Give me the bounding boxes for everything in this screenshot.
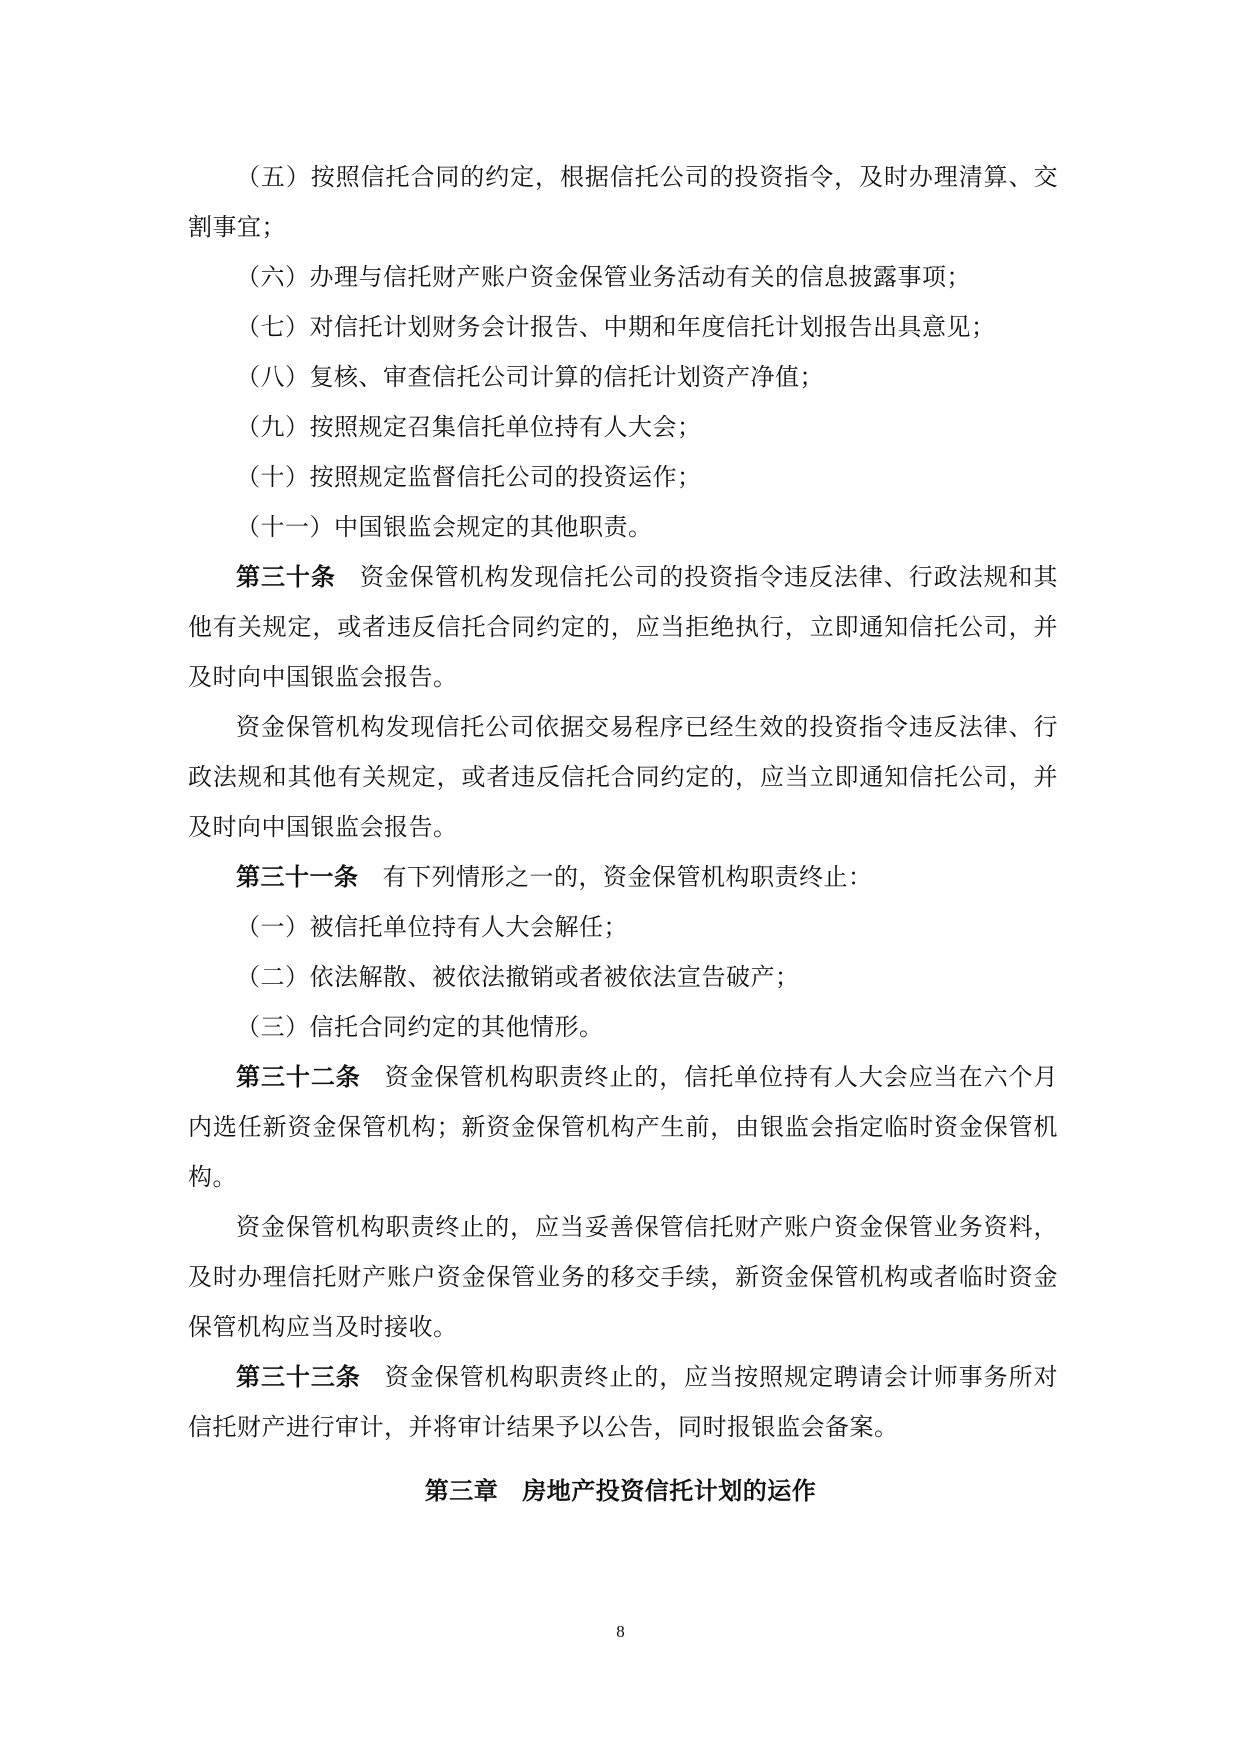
list-item-9: （九）按照规定召集信托单位持有人大会；	[236, 413, 702, 441]
list-item-6: （六）办理与信托财产账户资金保管业务活动有关的信息披露事项；	[236, 263, 971, 291]
article-31-item-2: （二）依法解散、被依法撤销或者被依法宣告破产；	[236, 963, 800, 991]
article-32	[188, 1052, 1058, 1202]
article-30-paragraph-2: 资金保管机构发现信托公司依据交易程序已经生效的投资指令违反法律、行政法规和其他有关规定，或者违反信托合同约定的，应当立即通知信托公司，并及时向中国银监会报告。	[188, 713, 1058, 841]
list-item-7: （七）对信托计划财务会计报告、中期和年度信托计划报告出具意见；	[236, 313, 996, 341]
article-31-label: 第三十一条	[236, 862, 359, 891]
chapter-heading	[0, 1471, 1241, 1511]
article-32-paragraph-2: 资金保管机构职责终止的，应当妥善保管信托财产账户资金保管业务资料，及时办理信托财产账户资金保管业务的移交手续，新资金保管机构或者临时资金保管机构应当及时接收。	[188, 1213, 1058, 1341]
article-33	[188, 1352, 1058, 1452]
article-32-text: 资金保管机构职责终止的，信托单位持有人大会应当在六个月内选任新资金保管机构；新资金保管机构产生前，由银监会指定临时资金保管机构。	[188, 1063, 1059, 1191]
article-33-text: 资金保管机构职责终止的，应当按照规定聘请会计师事务所对信托财产进行审计，并将审计结果予以公告，同时报银监会备案。	[188, 1363, 1059, 1441]
document-body	[188, 152, 1058, 1452]
article-31-text: 有下列情形之一的，资金保管机构职责终止：	[382, 863, 873, 891]
page-number: 8	[616, 1622, 625, 1641]
chapter-title: 房地产投资信托计划的运作	[522, 1476, 817, 1505]
article-31-item-3: （三）信托合同约定的其他情形。	[236, 1013, 604, 1041]
list-item-5: （五）按照信托合同的约定，根据信托公司的投资指令，及时办理清算、交割事宜；	[188, 163, 1058, 241]
chapter-number: 第三章	[424, 1476, 499, 1505]
article-33-label: 第三十三条	[236, 1362, 361, 1391]
list-item-8: （八）复核、审查信托公司计算的信托计划资产净值；	[236, 363, 824, 391]
article-31-item-1: （一）被信托单位持有人大会解任；	[236, 913, 628, 941]
article-30	[188, 552, 1058, 702]
list-item-11: （十一）中国银监会规定的其他职责。	[236, 513, 653, 541]
list-item-10: （十）按照规定监督信托公司的投资运作；	[236, 463, 702, 491]
article-30-text: 资金保管机构发现信托公司的投资指令违反法律、行政法规和其他有关规定，或者违反信托合同约定的，应当拒绝执行，立即通知信托公司，并及时向中国银监会报告。	[188, 563, 1059, 691]
article-32-label: 第三十二条	[236, 1062, 361, 1091]
article-31	[188, 852, 1058, 902]
article-30-label: 第三十条	[236, 562, 336, 591]
